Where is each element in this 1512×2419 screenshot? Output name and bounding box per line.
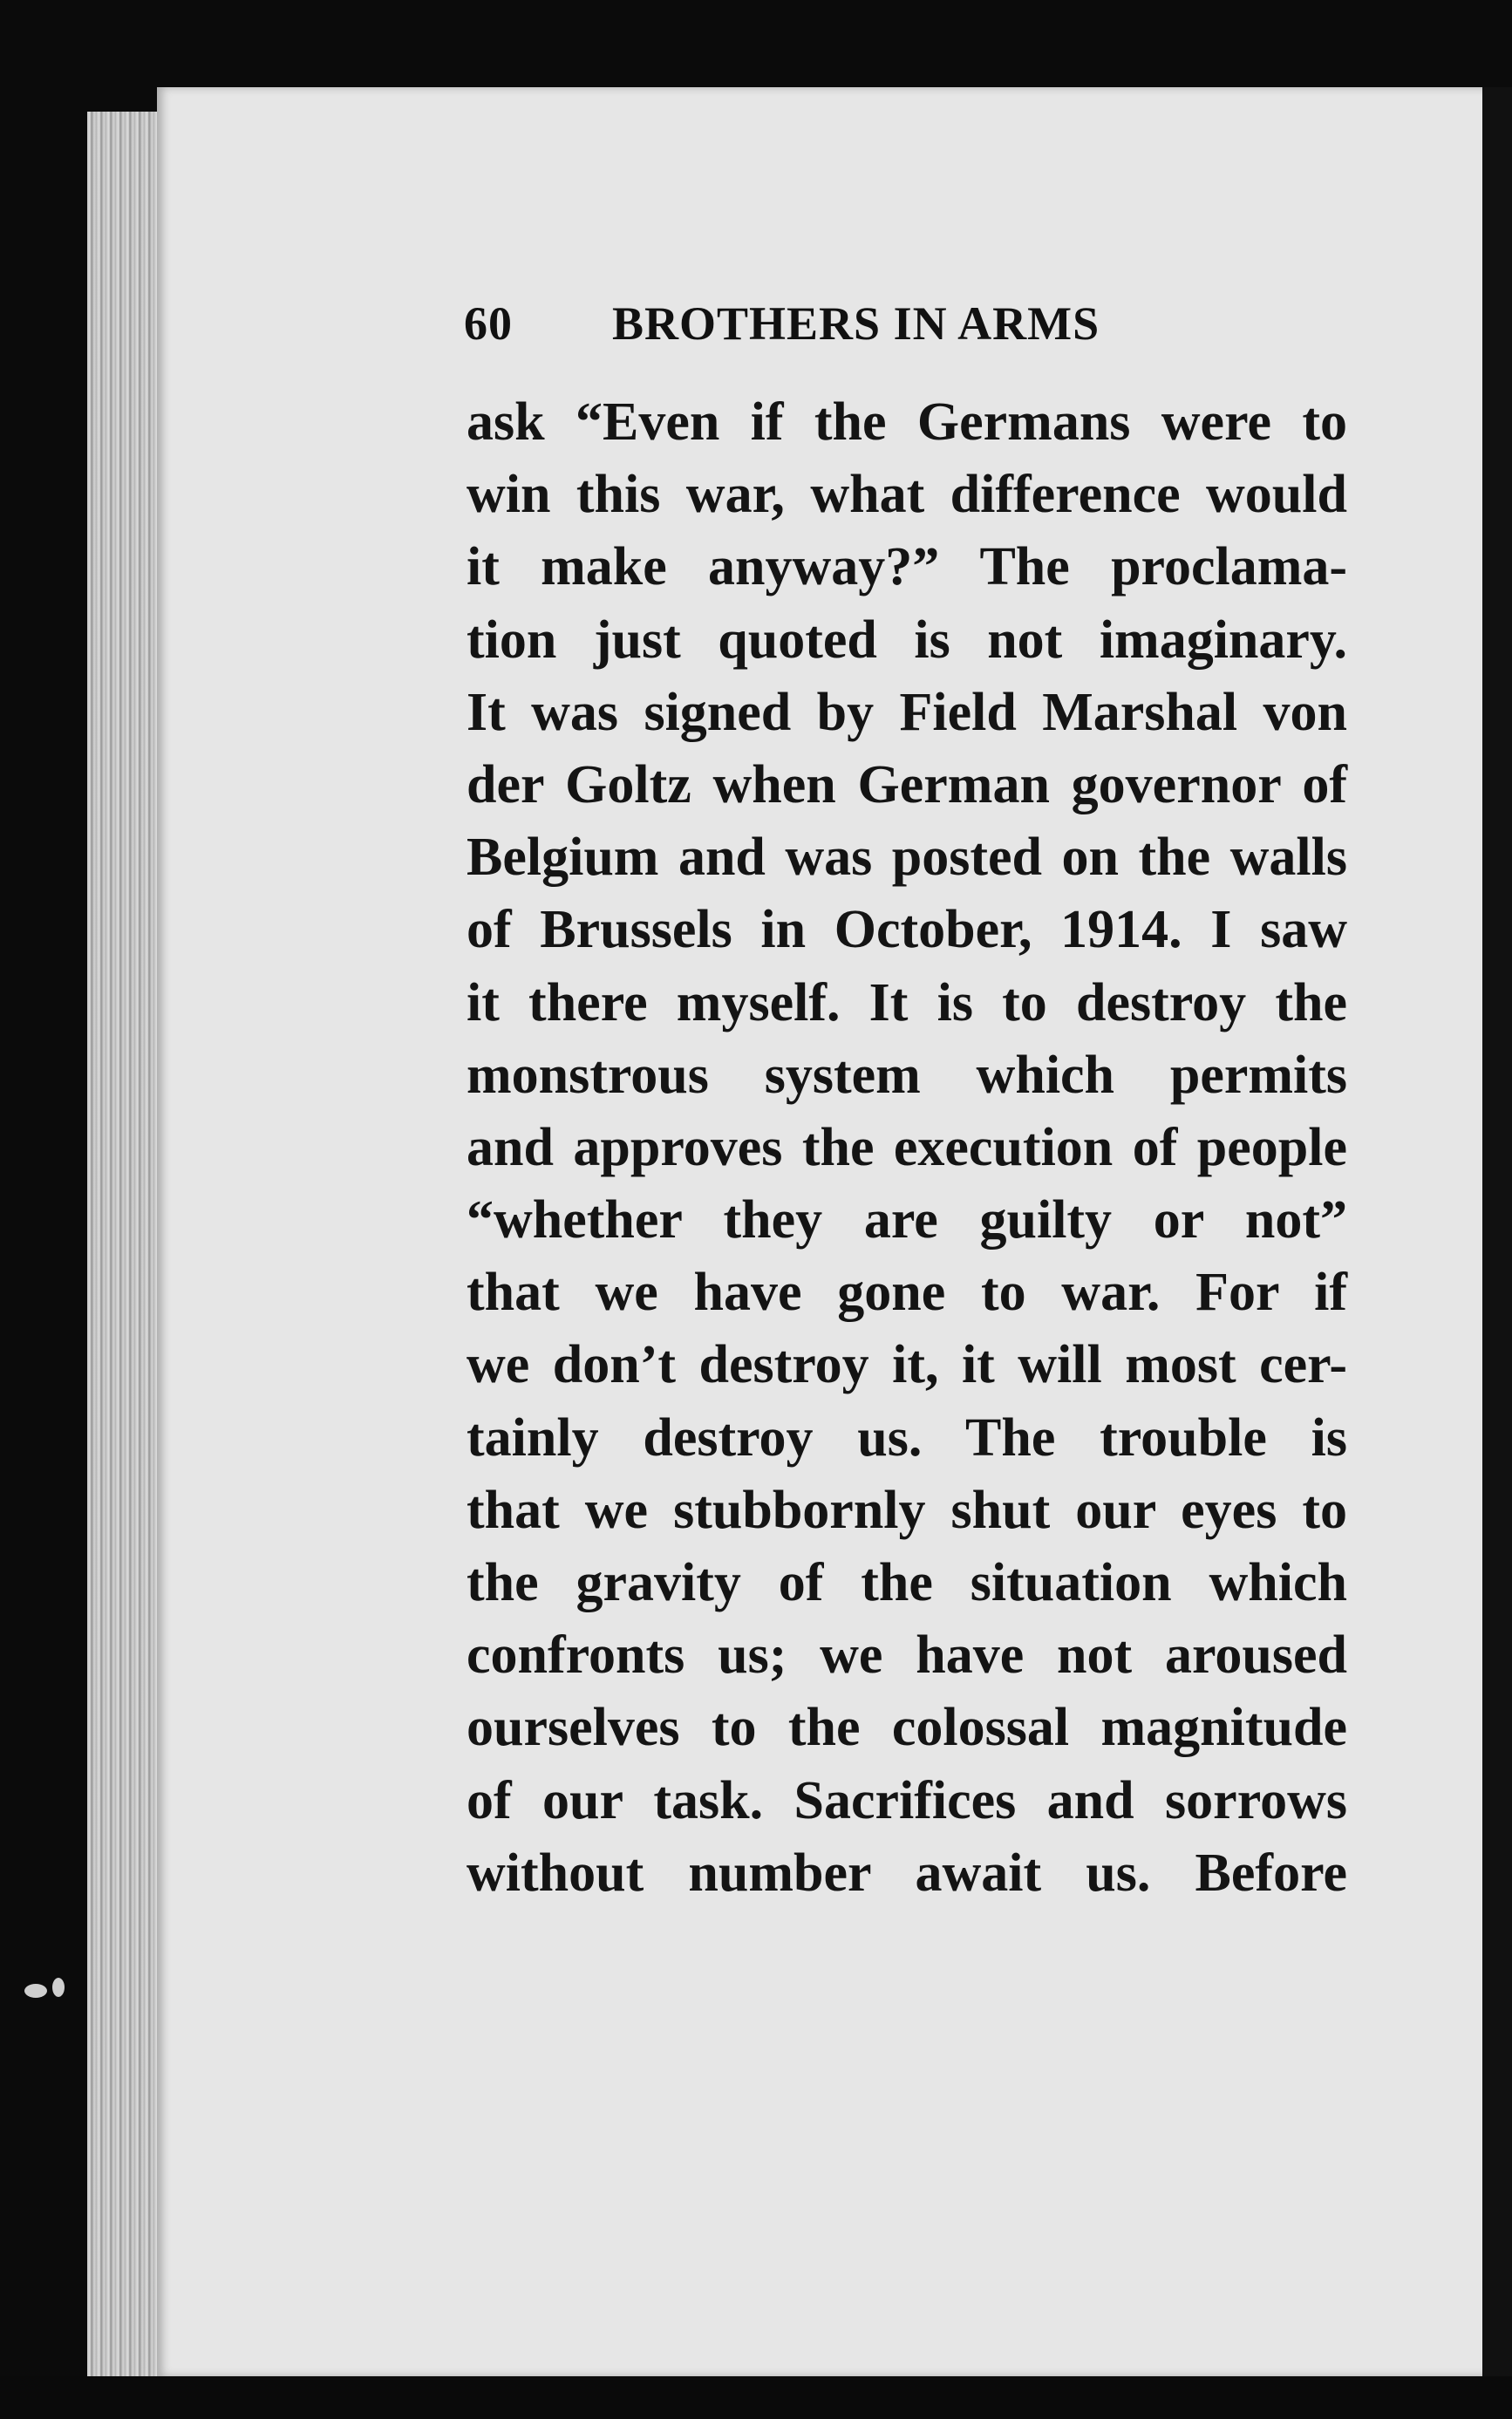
text-line: we don’t destroy it, it will most cer- bbox=[467, 1335, 1347, 1395]
text-line: tainly destroy us. The trouble is bbox=[467, 1407, 1347, 1468]
bottom-dark-margin bbox=[0, 2376, 1512, 2419]
text-line: der Goltz when German governor of bbox=[467, 754, 1347, 814]
text-line: monstrous system which permits bbox=[467, 1045, 1347, 1105]
text-line: tion just quoted is not imaginary. bbox=[467, 610, 1347, 670]
text-line: that we have gone to war. For if bbox=[467, 1263, 1347, 1323]
text-line: of our task. Sacrifices and sorrows bbox=[467, 1770, 1347, 1830]
text-line: ourselves to the colossal magnitude bbox=[467, 1698, 1347, 1758]
text-line: it make anyway?” The proclama- bbox=[467, 537, 1347, 597]
text-line: that we stubbornly shut our eyes to bbox=[467, 1480, 1347, 1540]
text-line: “whether they are guilty or not” bbox=[467, 1190, 1347, 1250]
page-number: 60 bbox=[464, 297, 513, 350]
text-line: and approves the execution of people bbox=[467, 1117, 1347, 1177]
body-text bbox=[467, 386, 1347, 1910]
text-line: ask “Even if the Germans were to bbox=[467, 392, 1347, 452]
scan-speck bbox=[24, 1984, 47, 1998]
scan-speck bbox=[52, 1978, 65, 1997]
text-line: Belgium and was posted on the walls bbox=[467, 828, 1347, 888]
book-title: BROTHERS IN ARMS bbox=[612, 297, 1100, 350]
text-line: of Brussels in October, 1914. I saw bbox=[467, 900, 1347, 960]
text-line: win this war, what difference would bbox=[467, 465, 1347, 525]
text-line: the gravity of the situation which bbox=[467, 1553, 1347, 1612]
running-head bbox=[464, 296, 1362, 351]
right-dark-margin bbox=[1482, 87, 1512, 2398]
text-line: confronts us; we have not aroused bbox=[467, 1625, 1347, 1686]
text-line: without number await us. Before bbox=[467, 1843, 1347, 1903]
text-line: It was signed by Field Marshal von bbox=[467, 682, 1347, 742]
text-line: it there myself. It is to destroy the bbox=[467, 972, 1347, 1032]
